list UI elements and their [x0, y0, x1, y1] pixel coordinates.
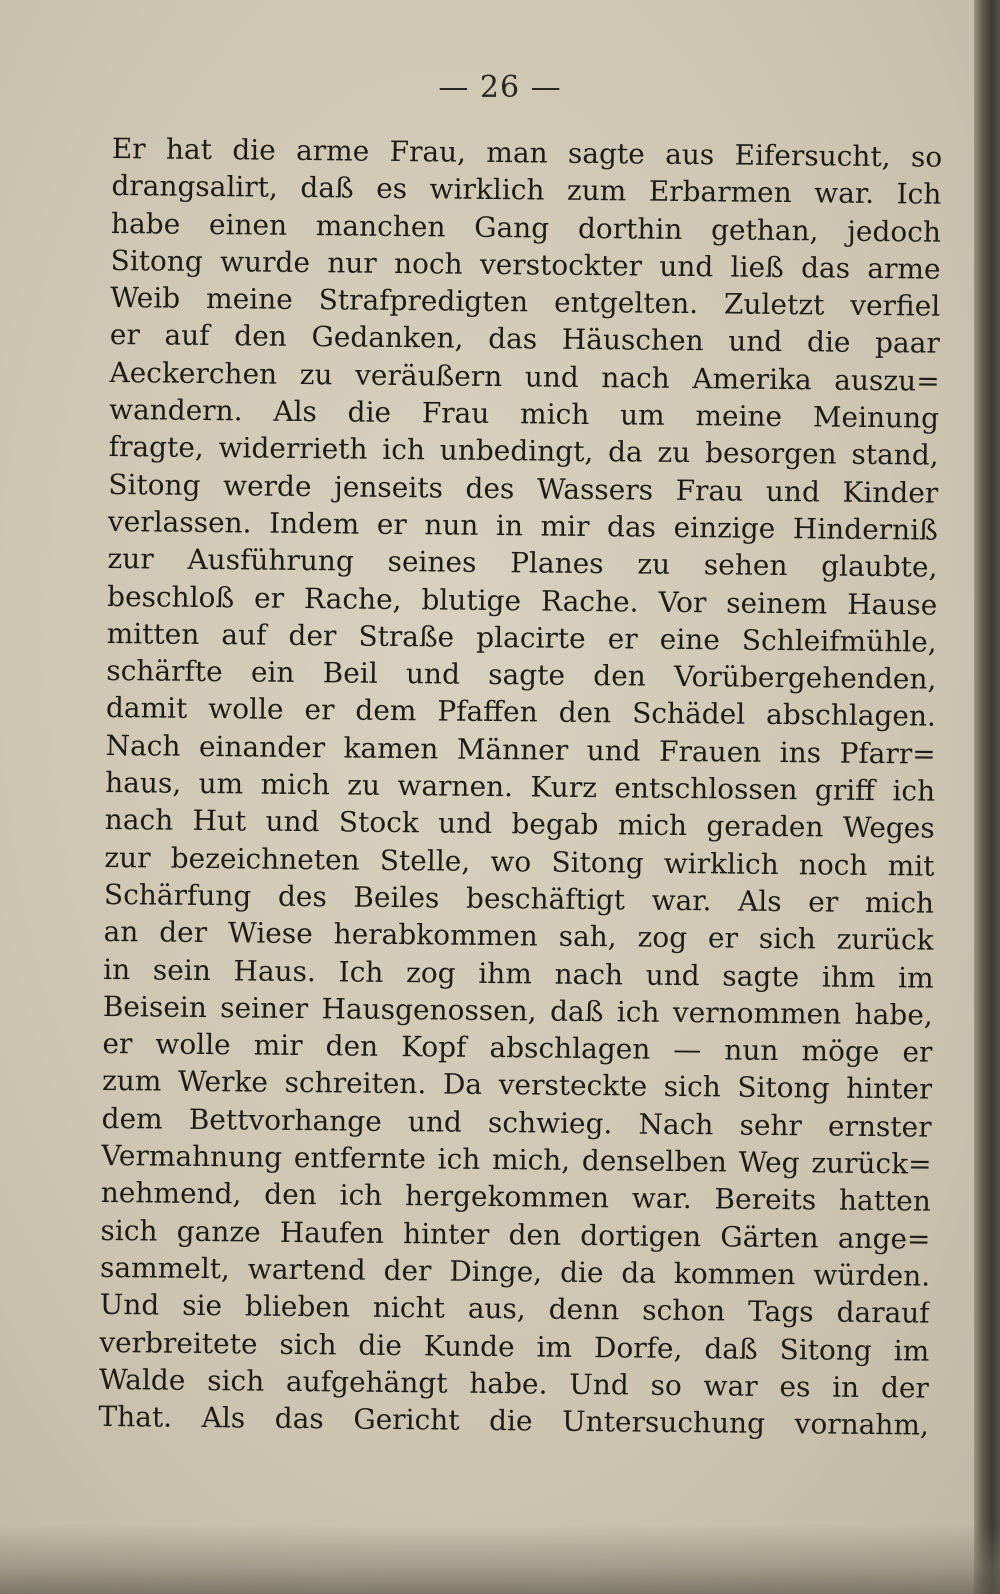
text-line: zur bezeichneten Stelle, wo Sitong wirklich noch mit [104, 840, 935, 883]
text-line: verlassen. Indem er nun in mir das einzige Hinderniß [107, 504, 939, 547]
text-line: beschloß er Rache, blutige Rache. Vor seinem Hause [106, 579, 938, 622]
text-line: er wolle mir den Kopf abschlagen — nun möge er [102, 1027, 933, 1069]
page-bottom-shadow [0, 1524, 1000, 1594]
text-line: Sitong werde jenseits des Wassers Frau und Kinder [108, 467, 939, 510]
text-line: Sitong wurde nur noch verstockter und ließ das arme [110, 243, 941, 286]
text-line: wandern. Als die Frau mich um meine Meinung [108, 393, 940, 435]
text-line: Nach einander kamen Männer und Frauen ins Pfarr= [105, 728, 936, 771]
text-line: nach Hut und Stock und begab mich geraden Weges [104, 803, 935, 845]
text-line: damit wolle er dem Pfaffen den Schädel abschlagen. [105, 691, 937, 734]
text-line: drangsalirt, daß es wirklich zum Erbarmen war. Ich [111, 169, 942, 211]
text-line: Und sie blieben nicht aus, denn schon Tags darauf [99, 1288, 930, 1330]
text-line: habe einen manchen Gang dorthin gethan, jedoch [110, 206, 942, 249]
text-line: schärfte ein Beil und sagte den Vorübergehenden, [106, 654, 937, 696]
text-line: verbreitete sich die Kunde im Dorfe, daß Sitong im [99, 1325, 930, 1368]
text-line: in sein Haus. Ich zog ihm nach und sagte ihm im [103, 952, 934, 995]
text-line: sich ganze Haufen hinter den dortigen Gärten ange= [100, 1213, 931, 1256]
text-line: Schärfung des Beiles beschäftigt war. Als er mich [103, 877, 935, 920]
text-line: nehmend, den ich hergekommen war. Bereits hatten [100, 1176, 931, 1218]
text-line: fragte, widerrieth ich unbedingt, da zu besorgen stand, [108, 430, 939, 473]
text-line: Weib meine Strafpredigten entgelten. Zuletzt verfiel [110, 281, 941, 323]
text-line: an der Wiese herabkommen sah, zog er sich zurück [103, 915, 934, 957]
text-line: Aeckerchen zu veräußern und nach Amerika auszu= [109, 355, 940, 398]
text-line: That. Als das Gericht die Untersuchung vornahm, [98, 1400, 929, 1442]
text-line: zur Ausführung seines Planes zu sehen glaubte, [107, 542, 938, 584]
text-line: Beisein seiner Hausgenossen, daß ich vernommen habe, [102, 989, 933, 1032]
text-line: dem Bettvorhange und schwieg. Nach sehr ernster [101, 1101, 932, 1144]
page-number: — 26 — [438, 70, 562, 105]
text-line: Walde sich aufgehängt habe. Und so war es in der [98, 1362, 930, 1405]
text-line: Vermahnung entfernte ich mich, denselben Weg zurück= [101, 1138, 932, 1181]
text-line: mitten auf der Straße placirte er eine Schleifmühle, [106, 616, 937, 659]
text-line: Er hat die arme Frau, man sagte aus Eifersucht, so [111, 131, 942, 174]
book-spine-edge [974, 0, 1000, 1594]
body-text [98, 130, 942, 1444]
text-line: haus, um mich zu warnen. Kurz entschlossen griff ich [104, 766, 936, 808]
text-line: zum Werke schreiten. Da versteckte sich Sitong hinter [101, 1064, 933, 1107]
text-line: er auf den Gedanken, das Häuschen und die paar [109, 318, 940, 361]
text-line: sammelt, wartend der Dinge, die da kommen würden. [99, 1250, 931, 1293]
